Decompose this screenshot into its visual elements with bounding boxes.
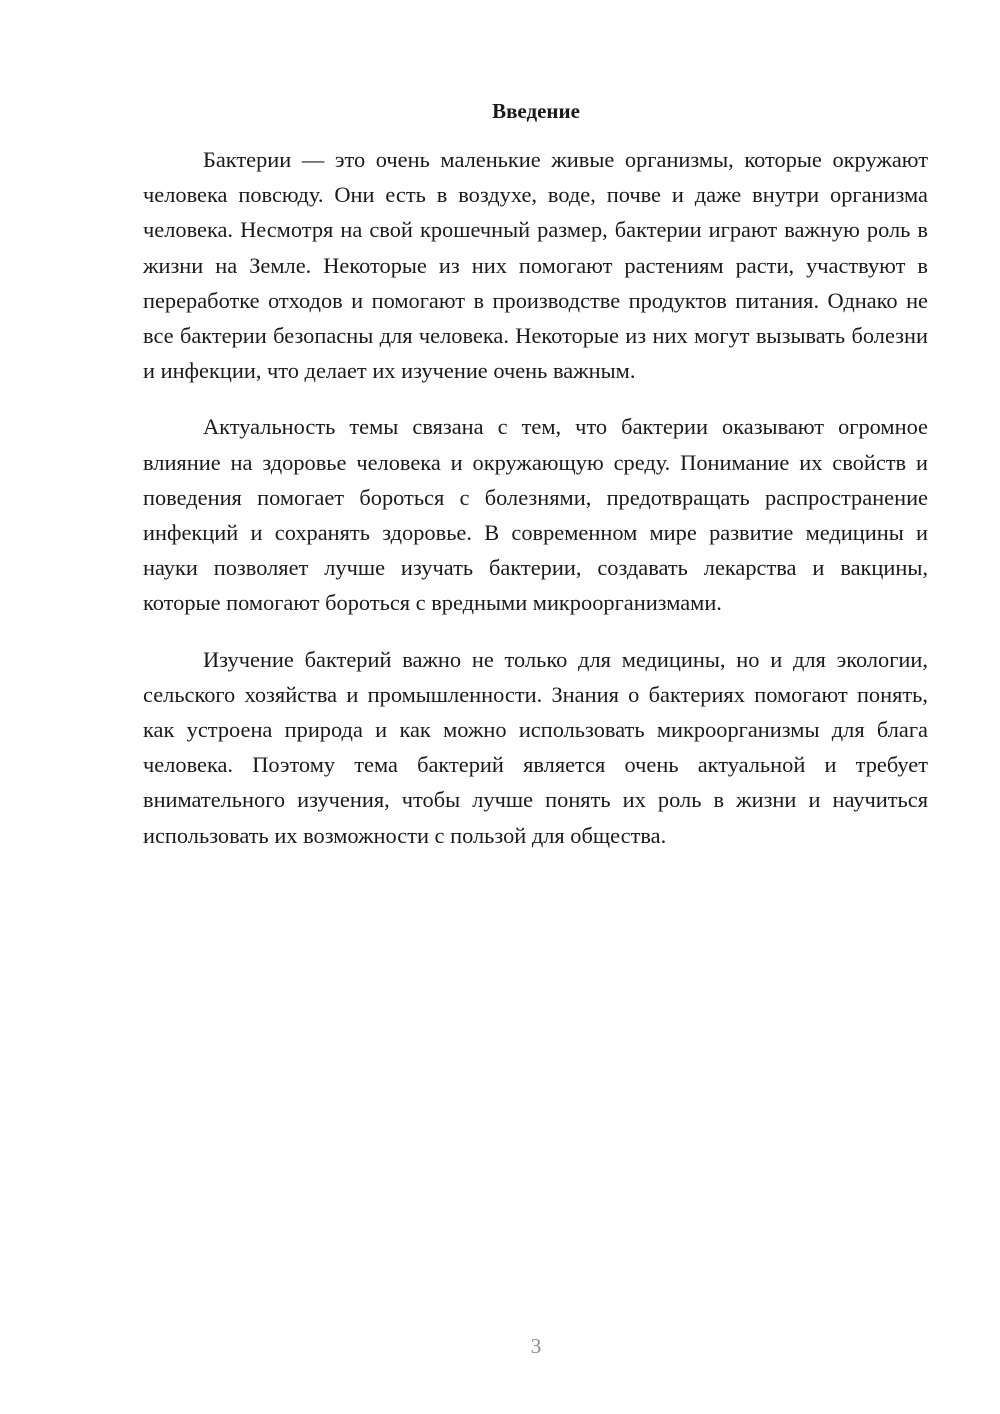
paragraph-study: Изучение бактерий важно не только для медицины, но и для экологии, сельского хозяйства и промышленности. Знания о бактериях помогают понять, как устроена природа и как можно использовать микроорганизмы для блага человека. Поэтому тема бактерий является очень актуальной и требует внимательного изучения, чтобы лучше понять их роль в жизни и научиться использовать их возможности с пользой для общества. [143,646,928,848]
page-number: 3 [530,1334,542,1358]
section-heading: Введение [492,99,580,123]
paragraph-intro: Бактерии — это очень маленькие живые организмы, которые окружают человека повсюду. Они есть в воздухе, воде, почве и даже внутри организма человека. Несмотря на свой крошечный размер, бактерии играют важную роль в жизни на Земле. Некоторые из них помогают растениям расти, участвуют в переработке отходов и помогают в производстве продуктов питания. Однако не все бактерии безопасны для человека. Некоторые из них могут вызывать болезни и инфекции, что делает их изучение очень важным. [143,147,928,384]
body-text [143,142,928,874]
paragraph-relevance: Актуальность темы связана с тем, что бактерии оказывают огромное влияние на здоровье человека и окружающую среду. Понимание их свойств и поведения помогает бороться с болезнями, предотвращать распространение инфекций и сохранять здоровье. В современном мире развитие медицины и науки позволяет лучше изучать бактерии, создавать лекарства и вакцины, которые помогают бороться с вредными микроорганизмами. [143,414,928,616]
